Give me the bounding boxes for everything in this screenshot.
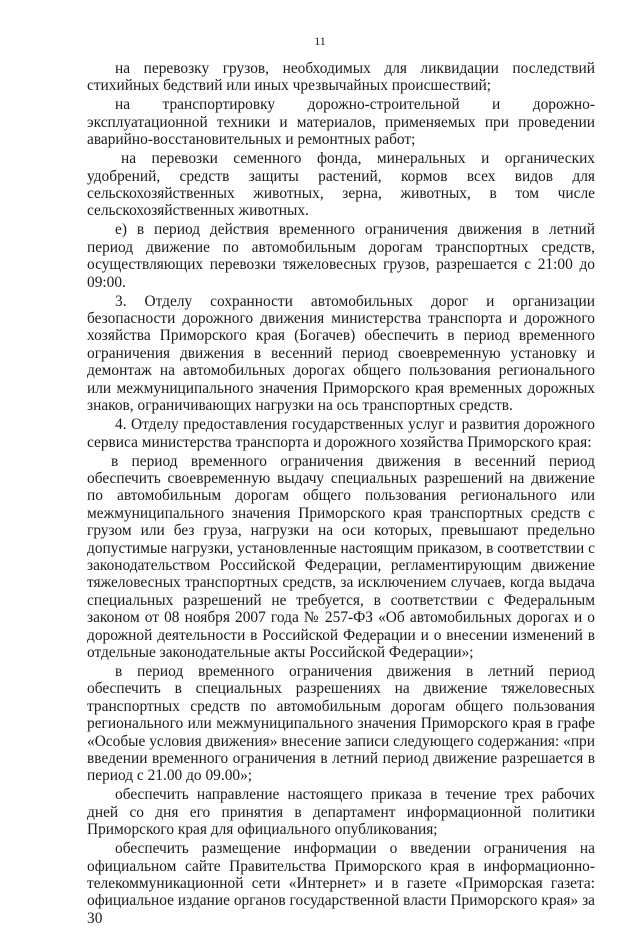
page-number: 11 (314, 34, 326, 48)
paragraph: обеспечить размещение информации о введении ограничения на официальном сайте Правительства Приморского края в информационно-телекоммуникационной сети «Интернет» и в газете «Приморская газета: официальное издание органов государственной власти Приморского края» за 30 (87, 840, 595, 927)
paragraph: на перевозки семенного фонда, минеральных и органических удобрений, средств защиты растений, кормов всех видов для сельскохозяйственных животных, зерна, животных, в том числе сельскохозяйственных животных. (87, 150, 595, 220)
paragraph: 3. Отделу сохранности автомобильных дорог и организации безопасности дорожного движения министерства транспорта и дорожного хозяйства Приморского края (Богачев) обеспечить в период временного ограничения движения в весенний период своевременную установку и демонтаж на автомобильных дорогах общего пользования регионального или межмуниципального значения Приморского края временных дорожных знаков, ограничивающих нагрузки на ось транспортных средств. (87, 292, 595, 415)
paragraph: на перевозку грузов, необходимых для ликвидации последствий стихийных бедствий или иных чрезвычайных происшествий; (87, 60, 595, 95)
document-body (87, 60, 595, 929)
paragraph: 4. Отделу предоставления государственных услуг и развития дорожного сервиса министерства транспорта и дорожного хозяйства Приморского края: (87, 416, 595, 451)
paragraph: на транспортировку дорожно-строительной и дорожно-эксплуатационной техники и материалов, применяемых при проведении аварийно-восстановительных и ремонтных работ; (87, 96, 595, 149)
paragraph: обеспечить направление настоящего приказа в течение трех рабочих дней со дня его принятия в департамент информационной политики Приморского края для официального опубликования; (87, 786, 595, 839)
paragraph: в период временного ограничения движения в весенний период обеспечить своевременную выдачу специальных разрешений на движение по автомобильным дорогам общего пользования регионального или межмуниципального значения Приморского края транспортных средств с грузом или без груза, нагрузки на оси которых, превышают предельно допустимые нагрузки, установленные настоящим приказом, в соответствии с законодательством Российской Федерации, регламентирующим движение тяжеловесных транспортных средств, за исключением случаев, когда выдача специальных разрешений не требуется, в соответствии с Федеральным законом от 08 ноября 2007 года № 257-ФЗ «Об автомобильных дорогах и о дорожной деятельности в Российской Федерации и о внесении изменений в отдельные законодательные акты Российской Федерации»; (87, 452, 595, 661)
paragraph: в период временного ограничения движения в летний период обеспечить в специальных разрешениях на движение тяжеловесных транспортных средств по автомобильным дорогам общего пользования регионального или межмуниципального значения Приморского края в графе «Особые условия движения» внесение записи следующего содержания: «при введении временного ограничения в летний период движение разрешается в период с 21.00 до 09.00»; (87, 662, 595, 785)
paragraph: е) в период действия временного ограничения движения в летний период движение по автомобильным дорогам транспортных средств, осуществляющих перевозки тяжеловесных грузов, разрешается с 21:00 до 09:00. (87, 221, 595, 291)
